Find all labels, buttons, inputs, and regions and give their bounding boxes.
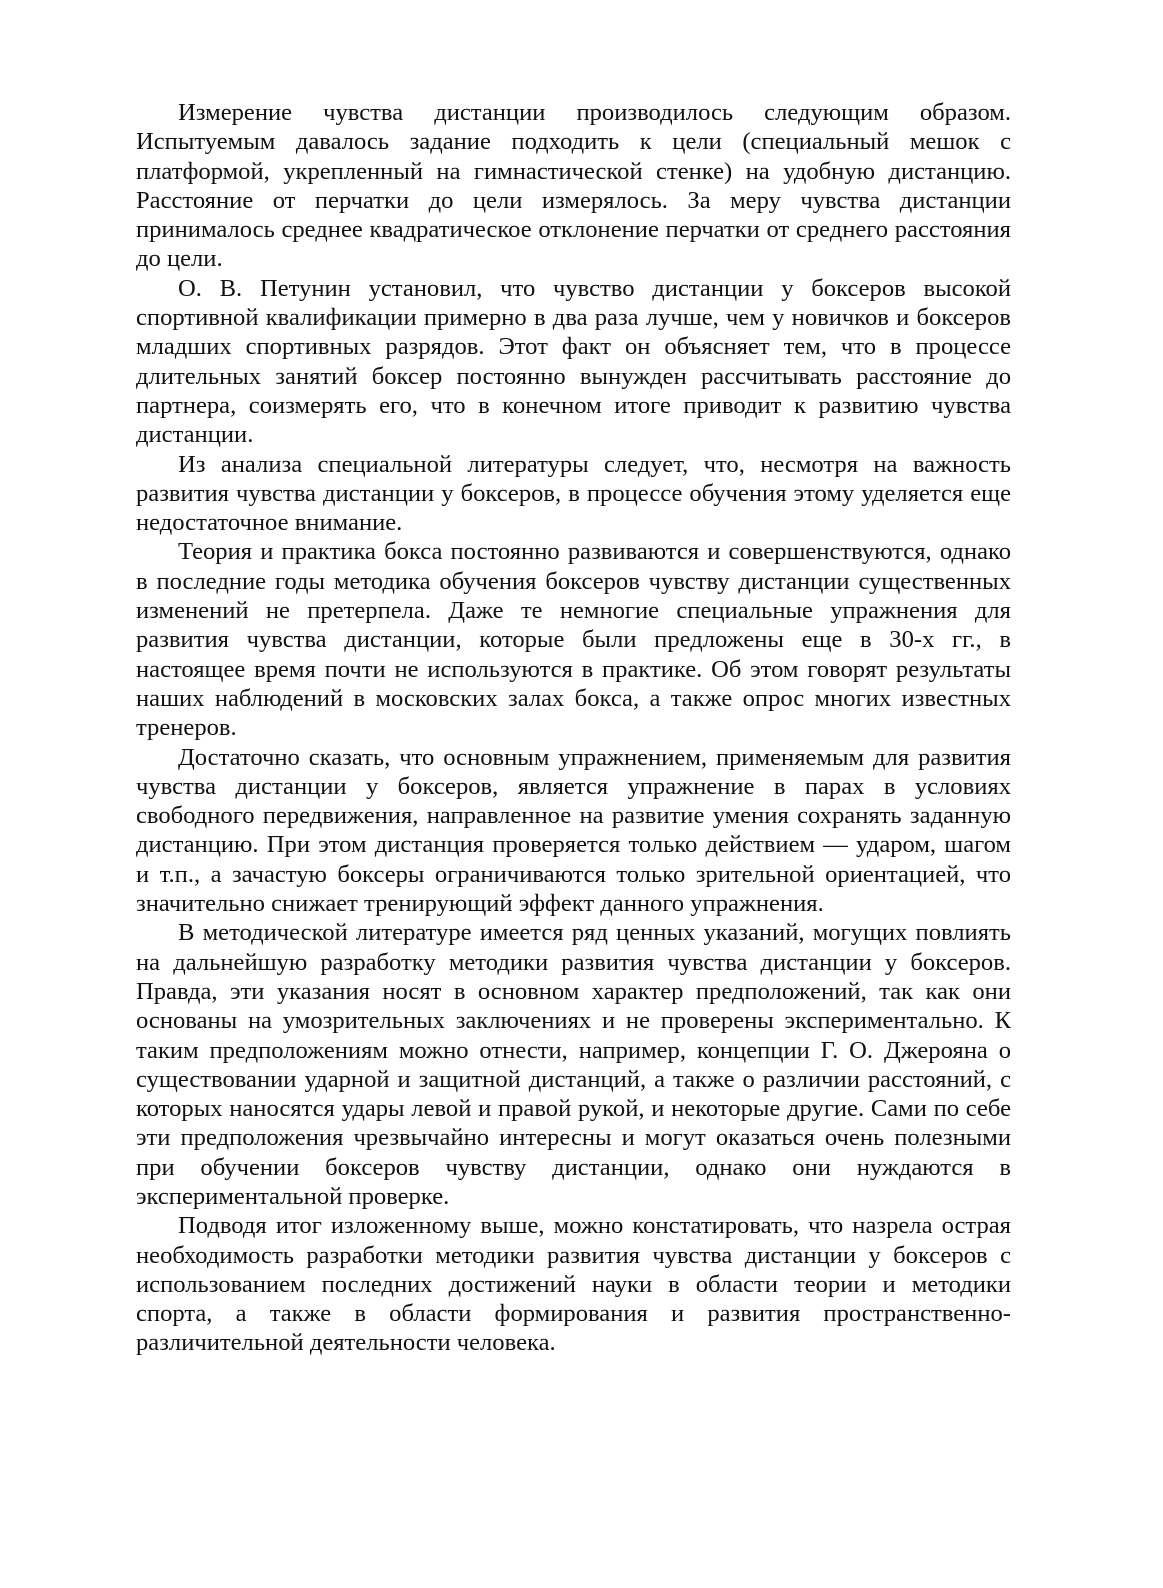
paragraph-distance-measurement: Измерение чувства дистанции производилось следующим образом. Испытуемым давалось задание подходить к цели (специальный мешок с платформой, укрепленный на гимнастической стенке) на удобную дистанцию. Расстояние от перчатки до цели измерялось. За меру чувства дистанции принималось среднее квадратическое отклонение перчатки от среднего расстояния до цели. bbox=[136, 99, 1011, 273]
paragraph-conclusion: Подводя итог изложенному выше, можно констатировать, что назрела острая необходимость разработки методики развития чувства дистанции у боксеров с использованием последних достижений науки в области теории и методики спорта, а также в области формирования и развития пространственно-различительной деятельности человека. bbox=[136, 1212, 1011, 1357]
paragraph-petunin-findings: О. В. Петунин установил, что чувство дистанции у боксеров высокой спортивной квалификации примерно в два раза лучше, чем у новичков и боксеров младших спортивных разрядов. Этот факт он объясняет тем, что в процессе длительных занятий боксер постоянно вынужден рассчитывать расстояние до партнера, соизмерять его, что в конечном итоге приводит к развитию чувства дистанции. bbox=[136, 274, 1011, 449]
body-text bbox=[136, 98, 1011, 1358]
paragraph-main-exercise: Достаточно сказать, что основным упражнением, применяемым для развития чувства дистанции у боксеров, является упражнение в парах в условиях свободного передвижения, направленное на развитие умения сохранять заданную дистанцию. При этом дистанция проверяется только действием — ударом, шагом и т.п., а зачастую боксеры ограничиваются только зрительной ориентацией, что значительно снижает тренирующий эффект данного упражнения. bbox=[136, 743, 1011, 918]
paragraph-methodical-literature: В методической литературе имеется ряд ценных указаний, могущих повлиять на дальнейшую разработку методики развития чувства дистанции у боксеров. Правда, эти указания носят в основном характер предположений, так как они основаны на умозрительных заключениях и не проверены экспериментально. К таким предположениям можно отнести, например, концепции Г. О. Джерояна о существовании ударной и защитной дистанций, а также о различии расстояний, с которых наносятся удары левой и правой рукой, и некоторые другие. Сами по себе эти предположения чрезвычайно интересны и могут оказаться очень полезными при обучении боксеров чувству дистанции, однако они нуждаются в экспериментальной проверке. bbox=[136, 919, 1011, 1210]
paragraph-literature-analysis: Из анализа специальной литературы следует, что, несмотря на важность развития чувства дистанции у боксеров, в процессе обучения этому уделяется еще недостаточное внимание. bbox=[136, 450, 1011, 537]
paragraph-theory-practice: Теория и практика бокса постоянно развиваются и совершенствуются, однако в последние годы методика обучения боксеров чувству дистанции существенных изменений не претерпела. Даже те немногие специальные упражнения для развития чувства дистанции, которые были предложены еще в 30-х гг., в настоящее время почти не используются в практике. Об этом говорят результаты наших наблюдений в московских залах бокса, а также опрос многих известных тренеров. bbox=[136, 538, 1011, 742]
